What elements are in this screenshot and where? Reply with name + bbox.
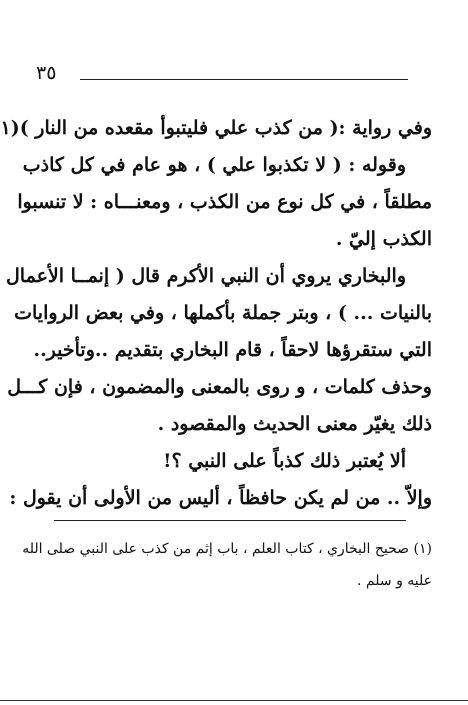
header-rule (80, 79, 408, 80)
body-line: بالنيات ... ) ، وبتر جملة بأكملها ، وفي بعض الروايات (14, 302, 432, 324)
bottom-edge-rule (0, 700, 468, 701)
body-line: وفي رواية :( من كذب علي فليتبوأ مقعده من النار )(١ (0, 117, 432, 139)
body-line: وحذف كلمات ، و روى بالمعنى والمضمون ، فإن كـــل (7, 376, 432, 398)
body-line: وإلاّ .. من لم يكن حافظاً ، أليس من الأولى أن يقول : (9, 487, 432, 509)
body-line: والبخاري يروي أن النبي الأكرم قال ( إنمــا الأعمال (6, 265, 406, 287)
body-line: التي ستقرؤها لاحقاً ، قام البخاري بتقديم ..وتأخير.. (33, 339, 432, 361)
body-line: ذلك يغيّر معنى الحديث والمقصود . (157, 413, 432, 435)
footnote-line: (١) صحيح البخاري ، كتاب العلم ، باب إثم من كذب على النبي صلى الله (22, 541, 432, 557)
body-line: وقوله : ( لا تكذبوا علي ) ، هو عام في كل كاذب (22, 154, 406, 176)
body-line: الكذب إليّ . (335, 228, 432, 250)
page-number: ٣٥ (36, 62, 57, 84)
body-line: ألا يُعتبر ذلك كذباً على النبي ؟! (163, 450, 406, 472)
footnote-line: عليه و سلم . (357, 573, 432, 589)
body-line: مطلقاً ، في كل نوع من الكذب ، ومعنـــاه : لا تنسبوا (17, 191, 432, 213)
body-text (0, 110, 432, 517)
footnotes (22, 533, 432, 597)
footnote-rule (54, 520, 406, 521)
